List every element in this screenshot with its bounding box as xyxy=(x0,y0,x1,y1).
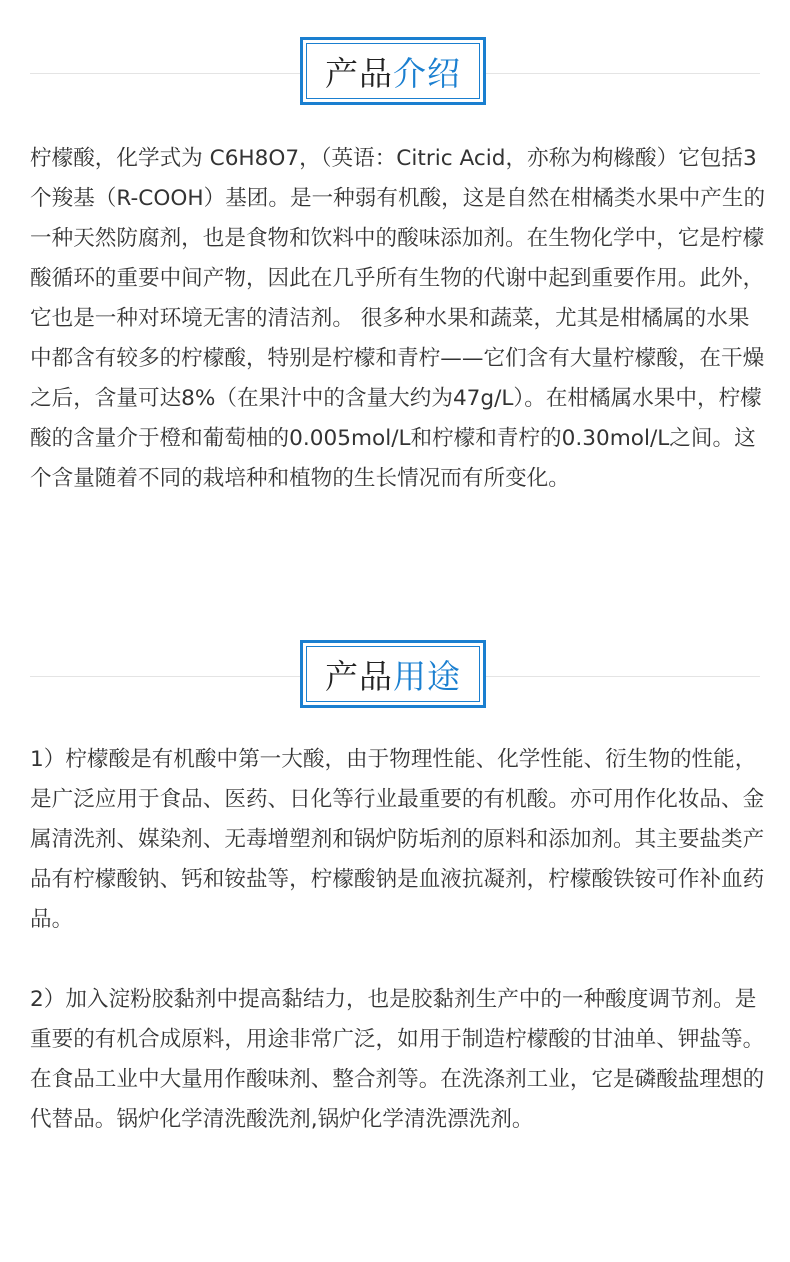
section-title xyxy=(306,646,480,702)
intro-paragraph: 柠檬酸，化学式为 C6H8O7，（英语：Citric Acid，亦称为枸橼酸）它包括3个羧基（R-COOH）基团。是一种弱有机酸，这是自然在柑橘类水果中产生的一种天然防腐剂，也是食物和饮料中的酸味添加剂。在生物化学中，它是柠檬酸循环的重要中间产物，因此在几乎所有生物的代谢中起到重要作用。此外，它也是一种对环境无害的清洁剂。 很多种水果和蔬菜，尤其是柑橘属的水果中都含有较多的柠檬酸，特别是柠檬和青柠——它们含有大量柠檬酸，在干燥之后，含量可达8%（在果汁中的含量大约为47g/L）。在柑橘属水果中，柠檬酸的含量介于橙和葡萄柚的0.005mol/L和柠檬和青柠的0.30mol/L之间。这个含量随着不同的栽培种和植物的生长情况而有所变化。 xyxy=(30,146,766,491)
section-title-accent: 用途 xyxy=(393,656,461,696)
section-title-dark: 产品 xyxy=(325,53,393,93)
section-title-accent: 介绍 xyxy=(393,53,461,93)
section-header-intro xyxy=(30,37,760,111)
section-title-dark: 产品 xyxy=(325,656,393,696)
usage-paragraph-1: 1）柠檬酸是有机酸中第一大酸，由于物理性能、化学性能、衍生物的性能，是广泛应用于食品、医药、日化等行业最重要的有机酸。亦可用作化妆品、金属清洗剂、媒染剂、无毒增塑剂和锅炉防垢剂的原料和添加剂。其主要盐类产品有柠檬酸钠、钙和铵盐等，柠檬酸钠是血液抗凝剂，柠檬酸铁铵可作补血药品。 xyxy=(30,747,765,932)
usage-paragraph-2: 2）加入淀粉胶黏剂中提高黏结力，也是胶黏剂生产中的一种酸度调节剂。是重要的有机合成原料，用途非常广泛，如用于制造柠檬酸的甘油单、钾盐等。在食品工业中大量用作酸味剂、整合剂等。在洗涤剂工业，它是磷酸盐理想的代替品。锅炉化学清洗酸洗剂,锅炉化学清洗漂洗剂。 xyxy=(30,987,765,1132)
section-title-box xyxy=(300,640,486,708)
section-title xyxy=(306,43,480,99)
section-title-box xyxy=(300,37,486,105)
section-header-usage xyxy=(30,640,760,714)
